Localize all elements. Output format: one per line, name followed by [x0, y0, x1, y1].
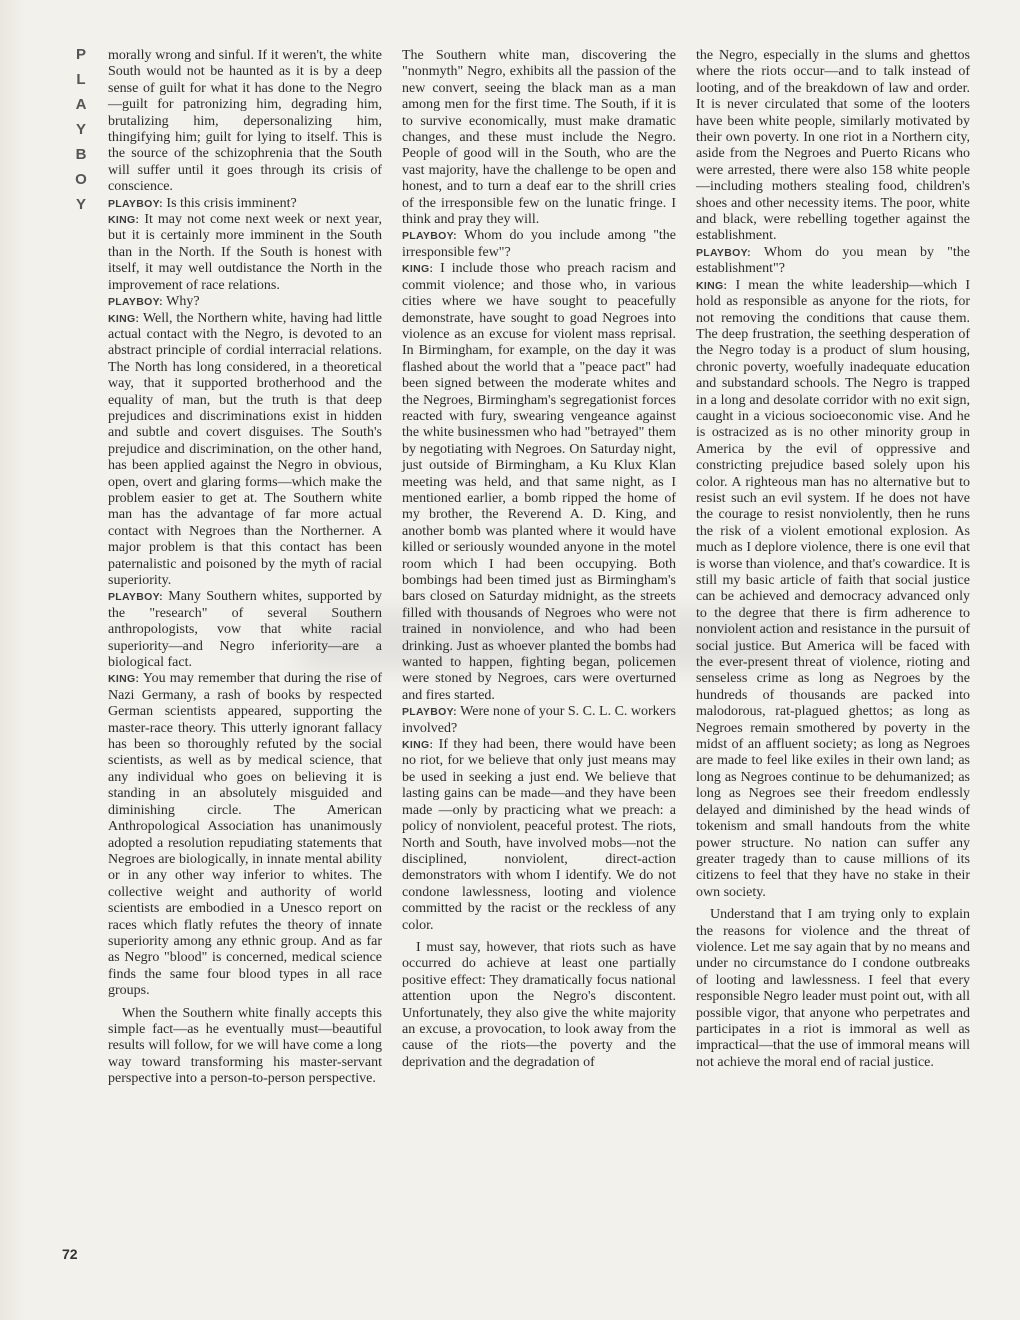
page-number: 72 — [62, 1246, 78, 1262]
magazine-name — [62, 42, 102, 217]
paragraph-text: It may not come next week or next year, but it is certainly more imminent in the South than in the North. If the South is honest with itself, it may well outdistance the North in the improvement of race relations. — [108, 212, 383, 293]
paragraph — [108, 671, 382, 999]
speaker-label: KING: — [108, 673, 140, 686]
paragraph — [696, 245, 970, 278]
paragraph — [108, 1006, 382, 1088]
paragraph — [108, 589, 382, 671]
paragraph — [402, 940, 676, 1071]
magazine-name-letter: Y — [75, 121, 88, 138]
speaker-label: PLAYBOY: — [108, 296, 163, 309]
magazine-name-letter: Y — [75, 196, 88, 213]
paragraph — [402, 48, 676, 228]
paragraph-text: The Southern white man, discovering the "nonmyth" Negro, exhibits all the passion of the new convert, seeing the black man as a man among men for the first time. The South, if it is to survive economically, must make dramatic changes, and these must include the Negro. People of good will in the South, who are the vast majority, have the challenge to be open and honest, and to turn a deaf ear to the shrill cries of the irresponsible few on the lunatic fringe. I think and pray they will. — [402, 48, 676, 228]
paragraph-text: Is this crisis imminent? — [166, 195, 297, 211]
speaker-label: KING: — [108, 312, 140, 325]
magazine-name-letter: L — [76, 71, 88, 88]
speaker-label: PLAYBOY: — [402, 230, 457, 243]
paragraph-text: Whom do you include among "the irresponsible few"? — [402, 228, 677, 260]
paragraph-text: the Negro, especially in the slums and ghettos where the riots occur—and to talk instead of looting, and of the breakdown of law and order. It is never circulated that some of the looters have been white people, similarly motivated by their own poverty. In one riot in a Northern city, aside from the Negroes and Puerto Ricans who were arrested, there were also 158 white people—including mothers stealing food, children's shoes and other necessity items. The poor, white and black, were rebelling together against the establishment. — [696, 48, 970, 244]
magazine-name-letter: B — [75, 146, 89, 163]
magazine-name-letter: P — [75, 46, 88, 63]
paragraph — [402, 737, 676, 934]
paragraph — [402, 261, 676, 704]
paragraph-text: Well, the Northern white, having had little actual contact with the Negro, is devoted to an abstract principle of cordial interracial relations. The North has long considered, in a theoretical way, that it supported brotherhood and the equality of man, but the truth is that deep prejudices and discriminations exist in hidden and subtle and covert disguises. The South's prejudice and discrimination, on the other hand, has been applied against the Negro in obvious, open, overt and glaring forms—which make the problem easier to get at. The Southern white man has the advantage of far more actual contact with Negroes than the Northerner. A major problem is that this contact has been paternalistic and poisoned by the myth of racial superiority. — [108, 310, 383, 588]
text-column-1 — [108, 48, 382, 1088]
paragraph-text: I include those who preach racism and commit violence; and those who, in various cities where we have sought to peacefully demonstrate, have sought to goad Negroes into violence as an excuse for violent mass reprisal. In Birmingham, for example, on the day it was flashed about the world that a "peace pact" had been signed between the moderate whites and the Negroes, Birmingham's segregationist forces reacted with fury, swearing vengeance against the white businessmen who had "betrayed" them by negotiating with Negroes. On Saturday night, just outside of Birmingham, a Ku Klux Klan meeting was held, and that same night, as I mentioned earlier, a bomb ripped the home of my brother, the Reverend A. D. King, and another bomb was planted where it would have killed or seriously wounded anyone in the motel room which I had been occupying. Both bombings had been timed just as Birmingham's bars closed on Saturday midnight, as the streets filled with thousands of Negroes who were not trained in nonviolence, and who had been drinking. Just as whoever planted the bombs had wanted to happen, fighting began, policemen were stoned by Negroes, cars were overturned and fires started. — [402, 261, 677, 703]
speaker-label: PLAYBOY: — [108, 197, 163, 210]
scan-edge — [0, 0, 24, 1320]
paragraph-text: I mean the white leadership—which I hold as responsible as anyone for the riots, for not removing the conditions that cause them. The deep frustration, the seething desperation of the Negro today is a product of slum housing, chronic poverty, woefully inadequate education and substandard schools. The Negro is trapped in a long and desolate corridor with no exit sign, caught in a vicious socioeconomic vise. And he is ostracized as is no other minority group in America by the evil of oppressive and constricting prejudice based solely upon his color. A righteous man has no alternative but to resist such an evil system. If he does not have the courage to resist nonviolently, then he runs the risk of a violent emotional explosion. As much as I deplore violence, there is one evil that is worse than violence, and that's cowardice. It is still my basic article of faith that social justice can be achieved and democracy advanced only to the degree that there is firm adherence to nonviolent action and resistance in the pursuit of social justice. But America will be faced with the ever-present threat of violence, rioting and senseless crime as long as Negroes by the hundreds of thousands are packed into malodorous, rat-plagued ghettos; as long as Negroes remain smothered by poverty in the midst of an affluent society; as long as Negroes are made to feel like exiles in their own land; as long as Negroes continue to be dehumanized; as long as Negroes see their freedom endlessly delayed and diminished by the head winds of tokenism and small handouts from the white power structure. No nation can suffer any greater tragedy than to cause millions of its citizens to feel that they have no stake in their own society. — [696, 277, 971, 900]
speaker-label: KING: — [108, 214, 140, 227]
speaker-label: KING: — [402, 739, 434, 752]
speaker-label: PLAYBOY: — [108, 591, 163, 604]
paragraph-text: Whom do you mean by "the establishment"? — [696, 244, 970, 277]
magazine-name-letter: A — [75, 96, 89, 113]
paragraph-text: Many Southern whites, supported by the "research" of several Southern anthropologists, vow that white racial superiority—and Negro inferiority—are a biological fact. — [108, 589, 383, 671]
paragraph-text: If they had been, there would have been no riot, for we believe that only just means may be used in seeking a just end. We believe that lasting gains can be made—and they have been made —only by practicing what we preach: a policy of nonviolent, peaceful protest. The riots, North and South, have involved mobs—not the disciplined, nonviolent, direct-action demonstrators with whom I identify. We do not condone lawlessness, looting and violence committed by the racist or the reckless of any color. — [402, 737, 677, 933]
speaker-label: PLAYBOY: — [696, 246, 751, 259]
text-column-2 — [402, 48, 676, 1071]
paragraph-text: Why? — [166, 294, 200, 310]
paragraph-text: Were none of your S. C. L. C. workers involved? — [402, 704, 677, 736]
magazine-name-letter: O — [75, 171, 89, 188]
paragraph — [696, 48, 970, 245]
paragraph-text: morally wrong and sinful. If it weren't, the white South would not be haunted as it is by a deep sense of guilt for what it has done to the Negro—guilt for patronizing him, degrading him, brutalizing him, depersonalizing him, thingifying him; guilt for lying to itself. This is the source of the schizophrenia that the South will suffer until it goes through its crisis of conscience. — [108, 48, 382, 195]
paragraph — [696, 278, 970, 901]
paragraph — [402, 228, 676, 261]
speaker-label: KING: — [696, 279, 728, 292]
paragraph-text: When the Southern white finally accepts this simple fact—as he eventually must—beautiful results will follow, for we will have come a long way toward transforming his master-servant perspective into a person-to-person perspective. — [108, 1005, 382, 1087]
paragraph-text: I must say, however, that riots such as have occurred do achieve at least one partially positive effect: They dramatically focus national attention upon the Negro's discontent. Unfortunately, they also give the white majority an excuse, a provocation, to look away from the cause of the riots—the poverty and the deprivation and the degradation of — [402, 939, 676, 1070]
paragraph-text: You may remember that during the rise of Nazi Germany, a rash of books by respected German scientists appeared, supporting the master-race theory. This utterly ignorant fallacy has been so thoroughly refuted by the social scientists, as well as by medical science, that any individual who goes on believing it is standing in an absolutely misguided and diminishing circle. The American Anthropological Association has unanimously adopted a resolution repudiating statements that Negroes are biologically, in innate mental ability or in any other way inferior to whites. The collective weight and authority of world scientists are embodied in a Unesco report on races which flatly refutes the theory of innate superiority among any ethnic group. And as far as Negro "blood" is concerned, medical science finds the same four blood types in all race groups. — [108, 671, 382, 999]
paragraph — [108, 48, 382, 196]
paragraph — [402, 704, 676, 737]
speaker-label: PLAYBOY: — [402, 706, 457, 719]
paragraph — [696, 907, 970, 1071]
paragraph — [108, 212, 382, 294]
text-column-3 — [696, 48, 970, 1071]
paragraph — [108, 196, 382, 212]
paragraph-text: Understand that I am trying only to explain the reasons for violence and the threat of violence. Let me say again that by no means and under no circumstance do I condone outbreaks of looting and lawlessness. I feel that every responsible Negro leader must point out, with all possible vigor, that anyone who perpetrates and participates in a riot is immoral as well as impractical—that the use of immoral means will not achieve the moral end of racial justice. — [696, 907, 970, 1070]
speaker-label: KING: — [402, 263, 434, 276]
paragraph — [108, 294, 382, 310]
paragraph — [108, 311, 382, 590]
